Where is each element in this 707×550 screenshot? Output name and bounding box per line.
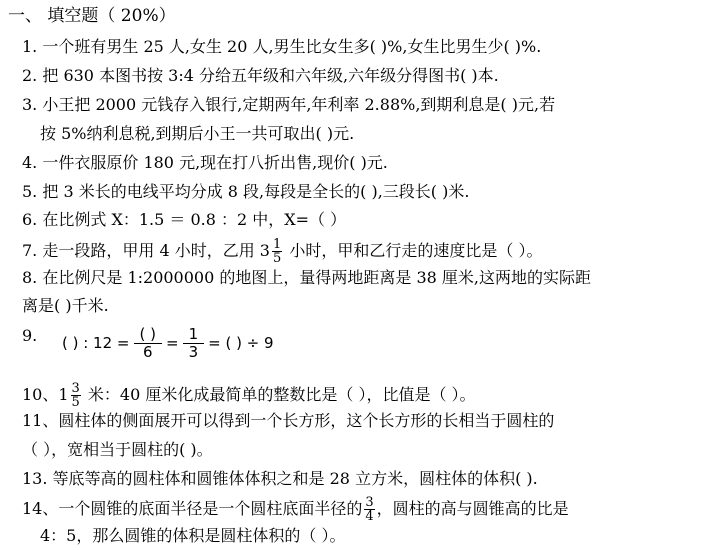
question-3-line-1: 3. 小王把 2000 元钱存入银行,定期两年,年利率 2.88%,到期利息是( )元,若: [22, 95, 556, 114]
question-14-text-after: ，圆柱的高与圆锥高的比是: [376, 499, 569, 518]
question-14-line-1: [22, 496, 569, 523]
fraction-numerator: ( ): [134, 326, 162, 344]
fraction-numerator: 1: [272, 237, 282, 252]
question-2: 2. 把 630 本图书按 3:4 分给五年级和六年级,六年级分得图书( )本.: [22, 66, 499, 85]
fraction-numerator: 3: [71, 381, 80, 396]
question-10: [22, 382, 476, 409]
question-14-text-before: 14、一个圆锥的底面半径是一个圆柱底面半径的: [22, 499, 363, 518]
fraction-numerator: 3: [365, 495, 374, 510]
mixed-fraction-q10: [71, 382, 81, 409]
question-3-line-2: 按 5%纳利息税,到期后小王一共可取出( )元.: [40, 124, 355, 143]
question-1: 1. 一个班有男生 25 人,女生 20 人,男生比女生多( )%,女生比男生少( )%.: [22, 37, 542, 56]
question-14-line-2: 4：5，那么圆锥的体积是圆柱体积的（ ）。: [40, 526, 346, 545]
fraction-denominator: 5: [272, 251, 282, 266]
fraction-denominator: 6: [142, 343, 153, 361]
question-6: 6. 在比例式 X：1.5 ＝ 0.8 ：2 中，X=（ ）: [22, 210, 347, 229]
mixed-fraction-q7: [272, 238, 282, 265]
equation-fraction-1: [134, 326, 162, 361]
question-11-line-2: （ ），宽相当于圆柱的( )。: [22, 440, 213, 459]
question-13: 13. 等底等高的圆柱体和圆锥体体积之和是 28 立方米，圆柱体的体积( ).: [22, 469, 538, 488]
question-4: 4. 一件衣服原价 180 元,现在打八折出售,现价( )元.: [22, 153, 388, 172]
question-5: 5. 把 3 米长的电线平均分成 8 段,每段是全长的( ),三段长( )米.: [22, 182, 470, 201]
section-title: 一、 填空题（ 20%）: [8, 6, 176, 26]
question-8-line-1: 8. 在比例尺是 1:2000000 的地图上，量得两地距离是 38 厘米,这两地的实际距: [22, 268, 591, 287]
question-10-text-before: 10、1: [22, 385, 69, 404]
equation-part-1: ( ) : 12 =: [62, 334, 130, 352]
question-7: [22, 238, 542, 265]
fraction-denominator: 3: [188, 343, 199, 361]
question-9-equation: [62, 326, 274, 361]
fraction-q14: [364, 496, 374, 523]
question-7-text-before: 7. 走一段路，甲用 4 小时，乙用 3: [22, 241, 270, 260]
question-8-line-2: 离是( )千米.: [22, 296, 109, 315]
question-7-text-after: 小时，甲和乙行走的速度比是（ ）。: [284, 241, 543, 260]
fraction-denominator: 5: [71, 395, 80, 410]
equation-fraction-2: [183, 326, 205, 361]
fraction-numerator: 1: [183, 326, 205, 344]
equation-part-2: = ( ) ÷ 9: [208, 334, 274, 352]
fraction-denominator: 4: [365, 509, 374, 524]
equals-sign: =: [165, 334, 179, 352]
question-9-label: 9.: [22, 326, 38, 345]
question-10-text-after: 米：40 厘米化成最简单的整数比是（ ），比值是（ ）。: [82, 385, 476, 404]
question-11-line-1: 11、圆柱体的侧面展开可以得到一个长方形，这个长方形的长相当于圆柱的: [22, 411, 555, 430]
